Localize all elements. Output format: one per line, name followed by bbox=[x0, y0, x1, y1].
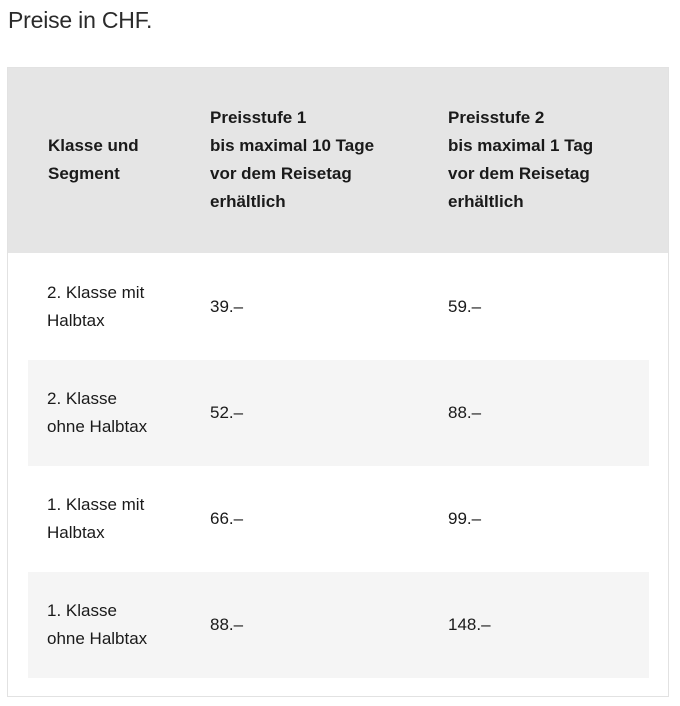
row-price-level-2: 148.– bbox=[448, 615, 491, 634]
row-class-segment: 2. Klasse mit Halbtax bbox=[47, 283, 145, 330]
row-price-level-1: 66.– bbox=[210, 509, 244, 528]
row-price-level-2: 99.– bbox=[448, 509, 482, 528]
row-price-level-1: 88.– bbox=[210, 615, 244, 634]
row-class-segment: 1. Klasse ohne Halbtax bbox=[47, 601, 148, 648]
header-class-segment: Klasse und Segment bbox=[48, 136, 139, 183]
table-caption: Preise in CHF. bbox=[8, 7, 153, 33]
row-price-level-2: 88.– bbox=[448, 403, 482, 422]
table-row bbox=[28, 572, 649, 678]
row-class-segment: 2. Klasse ohne Halbtax bbox=[47, 389, 148, 436]
row-price-level-2: 59.– bbox=[448, 297, 482, 316]
row-price-level-1: 39.– bbox=[210, 297, 244, 316]
price-table bbox=[7, 67, 669, 697]
row-class-segment: 1. Klasse mit Halbtax bbox=[47, 495, 145, 542]
header-price-level-2: Preisstufe 2 bis maximal 1 Tag vor dem Reisetag erhältlich bbox=[448, 108, 594, 211]
header-price-level-1: Preisstufe 1 bis maximal 10 Tage vor dem Reisetag erhältlich bbox=[210, 108, 375, 211]
table-row bbox=[28, 466, 649, 572]
row-price-level-1: 52.– bbox=[210, 403, 244, 422]
table-header bbox=[8, 68, 668, 253]
table-row bbox=[28, 254, 649, 360]
table-row bbox=[28, 360, 649, 466]
